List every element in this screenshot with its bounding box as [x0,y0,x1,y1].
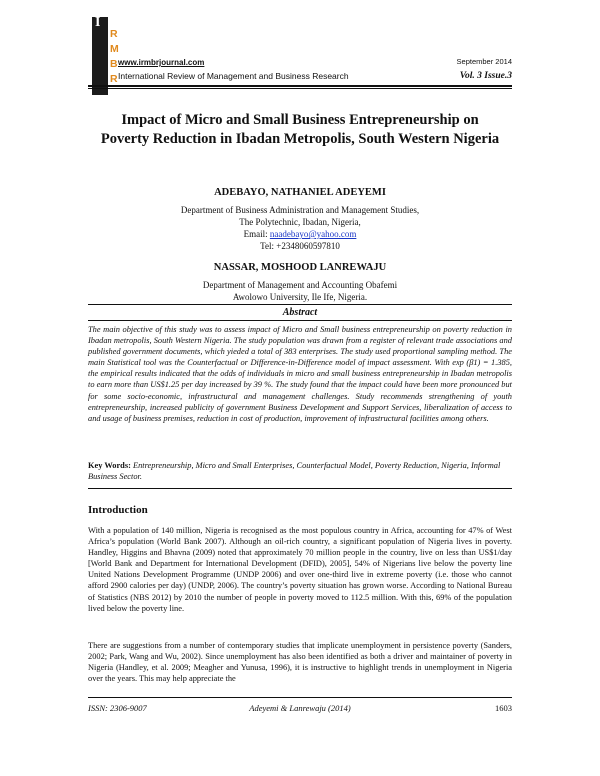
author-name: NASSAR, MOSHOOD LANREWAJU [213,262,387,273]
author-email-line [100,228,500,240]
abstract-top-rule [88,304,512,305]
logo-letter: I [95,15,101,30]
author-institution: The Polytechnic, Ibadan, Nigeria, [239,217,361,227]
logo-letter: R [110,73,118,85]
footer-citation: Adeyemi & Lanrewaju (2014) [249,703,351,713]
keywords-text: Entrepreneurship, Micro and Small Enterprises, Counterfactual Model, Poverty Reduction, Nigeria, Informal Business Sector. [88,461,501,482]
keywords-label: Key Words: [88,461,131,470]
paper-title: Impact of Micro and Small Business Entrepreneurship on Poverty Reduction in Ibadan Metropolis, South Western Nigeria [100,112,500,147]
abstract-heading-rule [88,320,512,321]
author-tel: Tel: +2348060597810 [260,241,340,251]
logo-letter: M [110,43,119,55]
header-rule [88,85,512,87]
email-label: Email: [243,229,270,239]
journal-logo-bar [92,17,108,95]
author-name: ADEBAYO, NATHANIEL ADEYEMI [214,187,386,198]
author-block-1 [100,185,500,252]
abstract-heading: Abstract [282,307,318,318]
section-heading-introduction: Introduction [88,504,148,516]
body-paragraph: With a population of 140 million, Nigeria is recognised as the most populous country in Africa, accounting for 47% of West Africa’s population (World Bank 2007). Although an oil-rich country, a significant population of Nigeria lives in poverty. Handley, Higgins and Bhavna (2009) noted that approximately 70 million people in the country, live on less than US$1/day [World Bank and Department for International Development (DFID), 2005], 54% of Nigerians live below the poverty line United Nations Development Programme (UNDP 2006) and over one-third live in extreme poverty (i.e. those who cannot afford 2900 calories per day) (UNDP, 2006). The country’s poverty situation has grown worse. According to National Bureau of Statistics (NBS 2012) by 2010 the number of people in poverty moved to 112.5 million. With this, 69% of the population lived below the poverty line. [88,526,512,613]
issue-date: September 2014 [456,57,512,66]
footer-issn: ISSN: 2306-9007 [88,703,147,713]
logo-letter: R [110,28,118,40]
author-department: Department of Business Administration and Management Studies, [180,205,420,215]
logo-letter: B [110,58,118,70]
footer-rule [88,697,512,698]
page-number: 1603 [495,703,512,713]
author-department: Department of Management and Accounting Obafemi [202,280,398,290]
journal-website-link[interactable]: www.irmbrjournal.com [118,58,205,67]
author-email-link[interactable]: naadebayo@yahoo.com [269,229,357,239]
author-institution: Awolowo University, Ile Ife, Nigeria. [232,292,368,302]
volume-issue: Vol. 3 Issue.3 [459,71,512,81]
author-block-2 [100,260,500,303]
header-rule-thin [88,88,512,89]
body-paragraph: There are suggestions from a number of contemporary studies that implicate unemployment in persistence poverty (Sanders, 2002; Park, Wang and Wu, 2002). Since unemployment has also been identified as both a driver and maintainer of poverty in Nigeria (Handley, et al. 2009; Meagher and Yunusa, 1996), it is instructive to highlight trends in unemployment in Nigeria over the years. This may help appreciate the [88,641,512,684]
journal-name: International Review of Management and Business Research [118,71,349,81]
keywords [88,460,512,482]
abstract-bottom-rule [88,488,512,489]
abstract-text: The main objective of this study was to assess impact of Micro and Small business entrepreneurship on poverty reduction in Ibadan metropolis, South Western Nigeria. The study population was drawn from a register of relevant trade associations and published government documents, which yieded a total of 383 enterprises. The study used proportional sampling method. The main Statistical tool was the Counterfactual or Difference-in-Difference model of impact assessment. With exp (β1) = 1.385, the empirical results indicated that the odds of individuals in micro and small business entrepreneurship in Ibadan metropolis to earn more than US$1.25 per day increased by 39 %. The study found that the impact could have been more pronounced but for some socio-economic, infrastructural and management challenges. Study recommends strengthening of youth entrepreneurship, increased publicity of government Business Development and Support Services, liberalization of access to and usage of business premises, reduction in cost of production, improvement of infrastructural facilities among others. [88,325,512,423]
